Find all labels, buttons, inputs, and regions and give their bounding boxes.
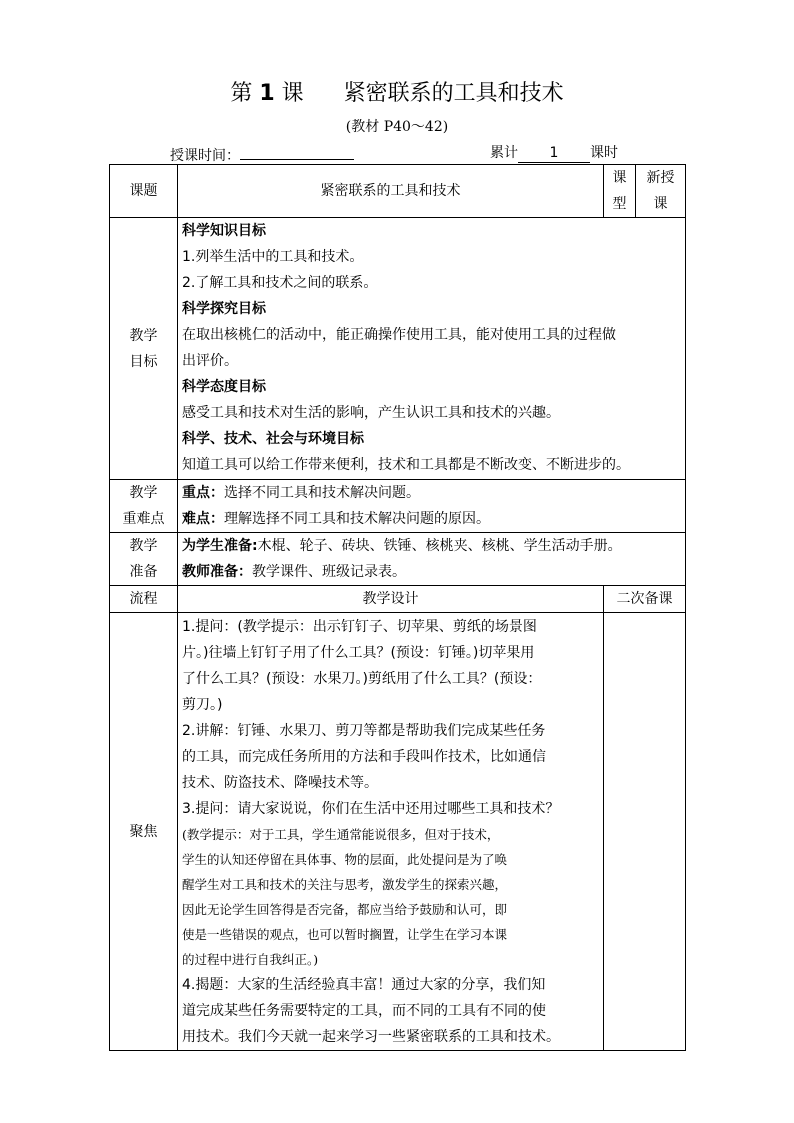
knowledge-goal-1: 1.列举生活中的工具和技术。 — [182, 249, 364, 265]
focus-line: 了什么工具？(预设：水果刀。)剪纸用了什么工具？(预设： — [182, 671, 542, 687]
focus-line: 4.揭题：大家的生活经验真丰富！通过大家的分享，我们知 — [182, 977, 546, 993]
focus-line: 因此无论学生回答得是否完备，都应当给予鼓励和认可，即 — [182, 902, 508, 917]
goals-label-1: 教学 — [129, 327, 158, 344]
prep-label-1: 教学 — [129, 538, 158, 554]
topic-label: 课题 — [110, 165, 178, 218]
goals-row — [110, 218, 686, 480]
second-prep-header: 二次备课 — [604, 586, 686, 613]
lesson-suffix: 课 — [281, 81, 304, 106]
attitude-goal-line: 感受工具和技术对生活的影响，产生认识工具和技术的兴趣。 — [182, 405, 560, 421]
class-time — [170, 142, 354, 165]
focus-line: 片。)往墙上钉钉子用了什么工具？(预设：钉锤。)切苹果用 — [182, 645, 535, 661]
focus-line: 的工具，而完成任务所用的方法和手段叫作技术，比如通信 — [182, 749, 546, 765]
process-header: 流程 — [110, 586, 178, 613]
attitude-goal-heading: 科学态度目标 — [182, 379, 266, 395]
lesson-type-label — [604, 165, 636, 218]
focus-line: 道完成某些任务需要特定的工具，而不同的工具有不同的使 — [182, 1003, 546, 1019]
keypoints-label-2: 重难点 — [122, 511, 165, 527]
second-prep-cell[interactable] — [604, 613, 686, 1051]
keypoints-label-1: 教学 — [129, 485, 158, 501]
lesson-type-label-1: 课 — [612, 170, 627, 186]
focus-line: 技术、防盗技术、降噪技术等。 — [182, 775, 378, 791]
lesson-title — [0, 76, 794, 107]
class-time-label: 授课时间： — [170, 148, 240, 164]
prep-content — [178, 533, 686, 586]
lesson-title-text: 紧密联系的工具和技术 — [343, 81, 564, 106]
lesson-plan-table — [109, 164, 686, 1051]
focus-line: 1.提问：(教学提示：出示钉钉子、切苹果、剪纸的场景图 — [182, 619, 537, 635]
focus-row — [110, 613, 686, 1051]
total-periods — [490, 142, 618, 163]
lesson-type-label-2: 型 — [612, 196, 627, 212]
lesson-prefix: 第 — [230, 81, 253, 106]
student-prep-text: 木棍、轮子、砖块、铁锤、核桃夹、核桃、学生活动手册。 — [257, 538, 622, 554]
focus-line: 醒学生对工具和技术的关注与思考，激发学生的探索兴趣， — [182, 877, 508, 892]
goals-label-2: 目标 — [129, 353, 158, 370]
textbook-pages: (教材 P40～42) — [345, 119, 449, 135]
total-periods-label: 累计 — [490, 145, 518, 161]
key-point-text: 选择不同工具和技术解决问题。 — [224, 485, 420, 501]
keypoints-row — [110, 480, 686, 533]
lesson-type-value — [636, 165, 686, 218]
difficulty-text: 理解选择不同工具和技术解决问题的原因。 — [224, 511, 490, 527]
lesson-type-value-2: 课 — [653, 196, 668, 212]
keypoints-label — [110, 480, 178, 533]
focus-line: 2.讲解：钉锤、水果刀、剪刀等都是帮助我们完成某些任务 — [182, 723, 546, 739]
focus-line: 剪刀。) — [182, 697, 223, 713]
stse-goal-line: 知道工具可以给工作带来便利，技术和工具都是不断改变、不断进步的。 — [182, 457, 630, 473]
total-periods-unit: 课时 — [590, 145, 618, 161]
difficulty-label: 难点： — [182, 511, 224, 527]
inquiry-goal-line-2: 出评价。 — [182, 353, 238, 369]
key-point-label: 重点： — [182, 485, 224, 501]
lesson-type-value-1: 新授 — [646, 170, 675, 186]
teacher-prep-label: 教师准备： — [182, 564, 252, 580]
knowledge-goal-heading: 科学知识目标 — [182, 223, 266, 239]
prep-label-2: 准备 — [129, 564, 158, 580]
focus-line: 学生的认知还停留在具体事、物的层面，此处提问是为了唤 — [182, 852, 508, 867]
focus-line: (教学提示：对于工具，学生通常能说很多，但对于技术， — [182, 827, 500, 842]
focus-label: 聚焦 — [110, 613, 178, 1051]
total-periods-value: 1 — [518, 145, 590, 163]
focus-line: 3.提问：请大家说说，你们在生活中还用过哪些工具和技术？ — [182, 801, 560, 817]
design-header-row — [110, 586, 686, 613]
student-prep-label: 为学生准备: — [182, 538, 258, 554]
goals-content — [178, 218, 686, 480]
teaching-design-header: 教学设计 — [178, 586, 604, 613]
teacher-prep-text: 教学课件、班级记录表。 — [252, 564, 406, 580]
lesson-number: 1 — [259, 81, 275, 106]
topic-row — [110, 165, 686, 218]
knowledge-goal-2: 2.了解工具和技术之间的联系。 — [182, 275, 378, 291]
class-time-blank[interactable] — [240, 142, 354, 160]
prep-label — [110, 533, 178, 586]
focus-line: 的过程中进行自我纠正。) — [182, 952, 319, 967]
goals-label — [110, 218, 178, 480]
focus-line: 用技术。我们今天就一起来学习一些紧密联系的工具和技术。 — [182, 1029, 560, 1045]
prep-row — [110, 533, 686, 586]
keypoints-content — [178, 480, 686, 533]
focus-content — [178, 613, 604, 1051]
inquiry-goal-line-1: 在取出核桃仁的活动中，能正确操作使用工具，能对使用工具的过程做 — [182, 327, 616, 343]
stse-goal-heading: 科学、技术、社会与环境目标 — [182, 431, 364, 447]
inquiry-goal-heading: 科学探究目标 — [182, 301, 266, 317]
topic-value: 紧密联系的工具和技术 — [178, 165, 604, 218]
focus-line: 使是一些错误的观点，也可以暂时搁置，让学生在学习本课 — [182, 927, 508, 942]
